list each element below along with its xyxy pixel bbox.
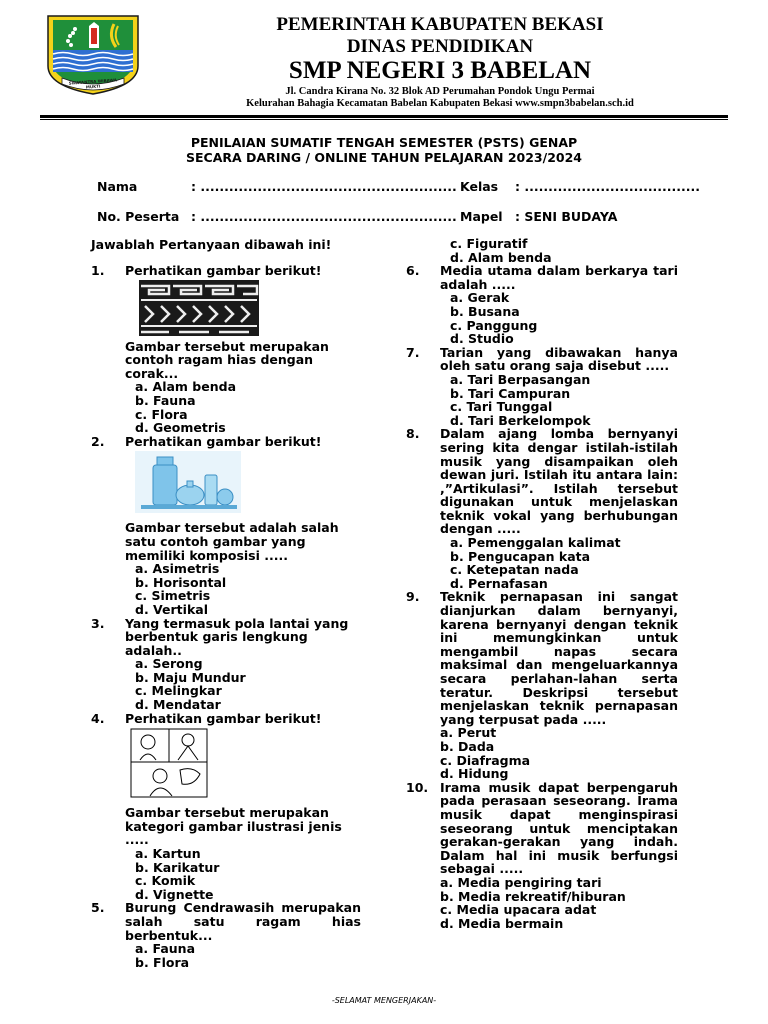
kelas-field: : .....................................	[515, 179, 701, 194]
option-c: c. Melingkar	[135, 683, 222, 699]
letterhead-divider-thick	[40, 115, 728, 118]
question-9	[406, 590, 678, 780]
option-a: a. Gerak	[450, 290, 510, 306]
letterhead-school-name: SMP NEGERI 3 BABELAN	[288, 57, 592, 84]
mapel-value: : SENI BUDAYA	[515, 209, 618, 224]
question-number: 2.	[91, 433, 105, 449]
option-a: a. Asimetris	[135, 561, 220, 577]
nama-field: : ......................................................	[191, 179, 457, 194]
question-column-right	[406, 237, 678, 930]
question-4	[91, 712, 361, 902]
option-d: d. Geometris	[135, 420, 226, 436]
question-5-continued	[406, 237, 678, 264]
option-b: b. Busana	[450, 303, 520, 319]
option-a: a. Media pengiring tari	[440, 874, 602, 890]
option-d: d. Vertikal	[135, 601, 208, 617]
option-b: b. Horisontal	[135, 574, 227, 590]
still-life-glassware-image	[135, 451, 241, 513]
question-number: 10.	[406, 779, 429, 795]
geometric-ornament-image	[139, 280, 259, 336]
option-b: b. Karikatur	[135, 859, 220, 875]
question-prompt: Perhatikan gambar berikut!	[125, 263, 322, 278]
kelas-label: Kelas	[460, 179, 499, 194]
logo-motto: SWATANTRA WIBAWA MUKTI	[68, 77, 118, 90]
option-d: d. Pernafasan	[450, 575, 548, 591]
option-c: c. Panggung	[450, 317, 538, 333]
nama-label: Nama	[97, 179, 138, 194]
question-number: 1.	[91, 263, 105, 278]
option-d: d. Alam benda	[450, 249, 552, 265]
question-prompt: Perhatikan gambar berikut!	[125, 433, 322, 449]
letterhead-regency: PEMERINTAH KABUPATEN BEKASI	[276, 14, 604, 35]
letterhead-address-2: Kelurahan Bahagia Kecamatan Babelan Kabupaten Bekasi www.smpn3babelan.sch.id	[246, 98, 634, 109]
question-stem: Tarian yang dibawakan hanya oleh satu orang saja disebut .....	[440, 344, 678, 374]
option-b: b. Dada	[440, 738, 495, 754]
option-a: a. Tari Berpasangan	[450, 371, 591, 387]
option-b: b. Media rekreatif/hiburan	[440, 888, 626, 904]
question-1	[91, 264, 361, 435]
question-stem: Gambar tersebut merupakan kategori gambar ilustrasi jenis .....	[125, 805, 342, 848]
option-b: b. Tari Campuran	[450, 385, 571, 401]
question-5	[91, 901, 361, 969]
question-prompt: Perhatikan gambar berikut!	[125, 710, 322, 726]
question-3	[91, 617, 361, 712]
question-column-left	[91, 264, 361, 969]
instruction: Jawablah Pertanyaan dibawah ini!	[91, 237, 332, 252]
question-number: 9.	[406, 589, 420, 605]
peserta-field: : ......................................................	[191, 209, 457, 224]
option-d: d. Vignette	[135, 886, 214, 902]
option-c: c. Ketepatan nada	[450, 562, 579, 578]
question-stem: Yang termasuk pola lantai yang berbentuk garis lengkung adalah..	[125, 615, 349, 658]
option-c: c. Tari Tunggal	[450, 399, 553, 415]
question-stem: Irama musik dapat berpengaruh pada perasaan seseorang. Irama musik dapat menginspirasi seseorang untuk menciptakan gerakan-gerakan yang indah. Dalam hal ini musik berfungsi sebagai .....	[440, 779, 678, 877]
option-d: d. Studio	[450, 331, 514, 347]
question-number: 7.	[406, 344, 420, 360]
option-a: a. Fauna	[135, 941, 196, 957]
peserta-label: No. Peserta	[97, 209, 180, 224]
question-7	[406, 346, 678, 428]
option-b: b. Flora	[135, 954, 190, 970]
option-a: a. Kartun	[135, 846, 201, 862]
question-8	[406, 427, 678, 590]
option-a: a. Alam benda	[135, 379, 237, 395]
question-number: 4.	[91, 710, 105, 726]
question-number: 8.	[406, 426, 420, 442]
question-2	[91, 435, 361, 617]
footer-closing: -SELAMAT MENGERJAKAN-	[331, 996, 437, 1005]
option-a: a. Perut	[440, 725, 497, 741]
option-d: d. Tari Berkelompok	[450, 412, 591, 428]
question-number: 5.	[91, 900, 105, 916]
comic-illustration-image	[130, 728, 208, 798]
option-c: c. Diafragma	[440, 752, 531, 768]
option-d: d. Mendatar	[135, 697, 221, 713]
letterhead-office: DINAS PENDIDIKAN	[346, 36, 534, 57]
letterhead-divider-thin	[40, 119, 728, 120]
mapel-label: Mapel	[460, 209, 503, 224]
option-b: b. Maju Mundur	[135, 669, 246, 685]
exam-title: PENILAIAN SUMATIF TENGAH SEMESTER (PSTS) GENAP	[190, 135, 578, 150]
option-c: c. Flora	[135, 406, 188, 422]
question-6	[406, 264, 678, 346]
question-stem: Gambar tersebut adalah salah satu contoh gambar yang memiliki komposisi .....	[125, 520, 339, 563]
option-c: c. Komik	[135, 873, 196, 889]
question-stem: Dalam ajang lomba bernyanyi sering kita dengar istilah-istilah musik yang disampaikan oleh dewan juri. Istilah itu antara lain: ,”Artikulasi”. Istilah tersebut digunakan untuk menjelaskan teknik vokal yang berhubungan dengan .....	[440, 426, 678, 537]
option-c: c. Media upacara adat	[440, 902, 597, 918]
option-a: a. Serong	[135, 656, 203, 672]
option-d: d. Media bermain	[440, 915, 564, 931]
option-b: b. Fauna	[135, 392, 196, 408]
option-d: d. Hidung	[440, 766, 509, 782]
question-number: 6.	[406, 263, 420, 279]
option-b: b. Pengucapan kata	[450, 548, 591, 564]
question-stem: Media utama dalam berkarya tari adalah .....	[440, 263, 678, 292]
question-number: 3.	[91, 615, 105, 631]
question-stem: Gambar tersebut merupakan contoh ragam hias dengan corak...	[125, 338, 329, 381]
question-10	[406, 781, 678, 931]
letterhead-address: Jl. Candra Kirana No. 32 Blok AD Perumahan Pondok Ungu Permai	[285, 86, 595, 97]
option-c: c. Simetris	[135, 588, 211, 604]
question-stem: Teknik pernapasan ini sangat dianjurkan dalam bernyanyi, karena bernyanyi dengan teknik ini memungkinkan untuk mengambil napas secara maksimal dan mengeluarkannya secara perlahan-lahan serta teratur. Deskripsi tersebut menjelaskan teknik pernapasan yang terpusat pada .....	[440, 589, 678, 727]
option-c: c. Figuratif	[450, 236, 528, 251]
exam-subtitle: SECARA DARING / ONLINE TAHUN PELAJARAN 2023/2024	[186, 150, 582, 165]
option-a: a. Pemenggalan kalimat	[450, 535, 621, 551]
question-stem: Burung Cendrawasih merupakan salah satu ragam hias berbentuk...	[125, 900, 361, 943]
